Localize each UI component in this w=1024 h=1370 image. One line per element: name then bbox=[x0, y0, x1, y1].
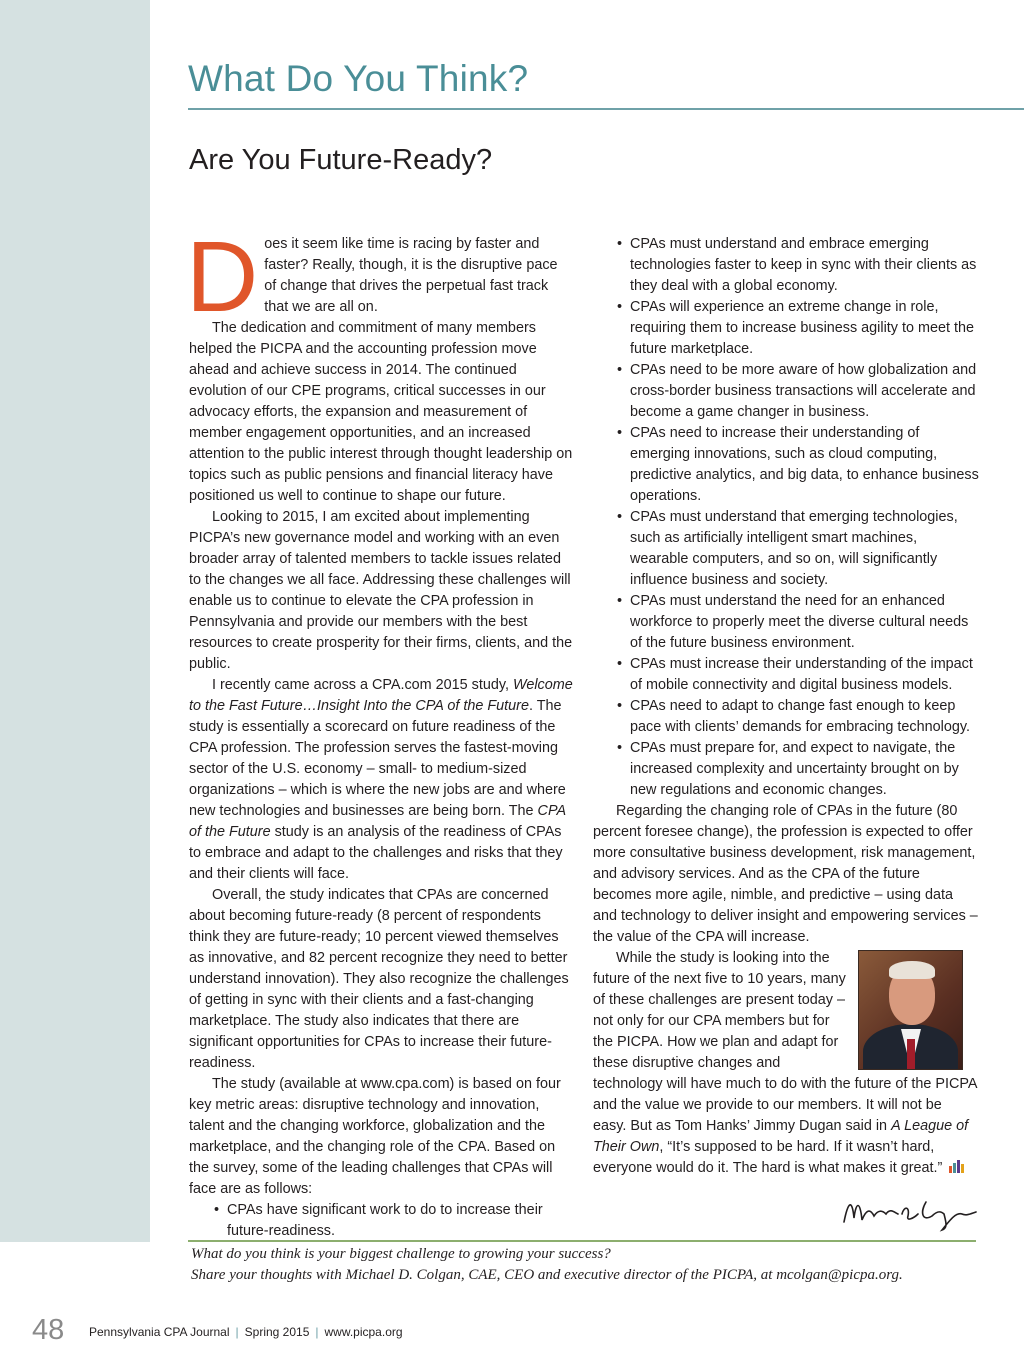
signature bbox=[840, 1192, 980, 1232]
prompt-question: What do you think is your biggest challenge to growing your success? bbox=[191, 1246, 611, 1262]
paragraph bbox=[186, 221, 573, 333]
paragraph bbox=[189, 675, 573, 885]
journal-name: Pennsylvania CPA Journal bbox=[89, 1325, 230, 1339]
author-photo bbox=[858, 950, 963, 1070]
paragraph-text: While the study is looking into the future of the next five to 10 years, many of these challenges are present today – not only for our CPA members but for the PICPA. How we plan and adapt for these disruptive changes and technology will have much to do with the future of the PICPA and the value we provide to our members. It will not be easy. But as Tom Hanks’ Jimmy Dugan said in bbox=[593, 950, 977, 1134]
paragraph: Overall, the study indicates that CPAs are concerned about becoming future-ready (8 percent of respondents think they are future-ready; 10 percent viewed themselves as innovative, and 82 percent recognize they need to better understand innovation). They also recognize the challenges of getting in sync with their clients and a fast-changing marketplace. The study also indicates that there are significant opportunities for CPAs to increase their future-readiness. bbox=[189, 887, 569, 1071]
paragraph-text: . The study is essentially a scorecard on future readiness of the CPA profession. The profession serves the fastest-moving sector of the U.S. economy – small- to medium-sized organizations – which is where the new jobs are and where new technologies and businesses are being born. The bbox=[189, 698, 566, 819]
paragraph: Regarding the changing role of CPAs in the future (80 percent foresee change), the profession is expected to offer more consultative business development, risk management, and advisory services. And as the CPA of the future becomes more agile, nimble, and predictive – using data and technology to deliver insight and empowering services – the value of the CPA will increase. bbox=[593, 803, 978, 945]
prompt-contact: Share your thoughts with Michael D. Colgan, CAE, CEO and executive director of the PICPA, at mcolgan@picpa.org. bbox=[191, 1267, 903, 1283]
paragraph-text: I recently came across a CPA.com 2015 study, bbox=[212, 677, 513, 693]
issue-date: Spring 2015 bbox=[244, 1325, 310, 1339]
paragraph: Looking to 2015, I am excited about implementing PICPA’s new governance model and working with an even broader array of talented members to tackle issues related to the changes we all face. Addressing these challenges will enable us to continue to elevate the CPA profession in Pennsylvania and provide our members with the best resources to create prosperity for their firms, clients, and the public. bbox=[189, 509, 573, 672]
list-item: • CPAs need to adapt to change fast enough to keep pace with clients’ demands for embracing technology. bbox=[615, 696, 979, 738]
section-title: What Do You Think? bbox=[188, 58, 529, 99]
drop-cap: D bbox=[186, 221, 259, 333]
picpa-logo-icon bbox=[948, 1160, 964, 1173]
challenge-list bbox=[212, 1200, 573, 1242]
article-headline: Are You Future-Ready? bbox=[189, 144, 493, 176]
footer-separator: | bbox=[235, 1325, 239, 1339]
list-item: • CPAs have significant work to do to increase their future-readiness. bbox=[212, 1200, 573, 1242]
footer-divider bbox=[188, 1240, 976, 1242]
list-item: • CPAs will experience an extreme change in role, requiring them to increase business agility to meet the future marketplace. bbox=[615, 297, 979, 360]
footer-separator: | bbox=[315, 1325, 319, 1339]
list-item: • CPAs must increase their understanding of the impact of mobile connectivity and digital business models. bbox=[615, 654, 979, 696]
paragraph bbox=[593, 948, 979, 1179]
article-column-left bbox=[186, 221, 573, 1242]
paragraph: The study (available at www.cpa.com) is based on four key metric areas: disruptive technology and innovation, talent and the changing workforce, globalization and the marketplace, and the changing role of the CPA. Based on the survey, some of the leading challenges that CPAs will face are as follows: bbox=[189, 1076, 561, 1197]
challenge-list bbox=[615, 234, 979, 801]
list-item: • CPAs need to increase their understanding of emerging innovations, such as cloud computing, predictive analytics, and big data, to enhance business operations. bbox=[615, 423, 979, 507]
title-divider bbox=[188, 108, 1024, 110]
reader-prompt bbox=[191, 1244, 903, 1286]
running-footer bbox=[89, 1325, 403, 1339]
left-margin-band bbox=[0, 0, 150, 1242]
website: www.picpa.org bbox=[324, 1325, 403, 1339]
paragraph-text: oes it seem like time is racing by faster and faster? Really, though, it is the disruptive pace of change that drives the perpetual fast track that we are all on. bbox=[264, 236, 558, 315]
paragraph-text: , “It’s supposed to be hard. If it wasn’t hard, everyone would do it. The hard is what makes it great.” bbox=[593, 1139, 943, 1176]
page-number: 48 bbox=[32, 1314, 65, 1346]
study-title: Welcome to the Fast Future…Insight Into the CPA of the Future bbox=[189, 677, 573, 714]
film-title: A League of Their Own bbox=[593, 1118, 969, 1155]
article-column-right bbox=[593, 234, 979, 1179]
list-item: • CPAs must understand the need for an enhanced workforce to properly meet the diverse cultural needs of the future business environment. bbox=[615, 591, 979, 654]
paragraph-text: study is an analysis of the readiness of CPAs to embrace and adapt to the challenges and risks that they and their clients will face. bbox=[189, 824, 563, 882]
list-item: • CPAs must prepare for, and expect to navigate, the increased complexity and uncertainty brought on by new regulations and economic changes. bbox=[615, 738, 979, 801]
list-item: • CPAs must understand that emerging technologies, such as artificially intelligent smart machines, wearable computers, and so on, will significantly influence business and society. bbox=[615, 507, 979, 591]
list-item: • CPAs must understand and embrace emerging technologies faster to keep in sync with their clients as they deal with a global economy. bbox=[615, 234, 979, 297]
paragraph: The dedication and commitment of many members helped the PICPA and the accounting profession move ahead and achieve success in 2014. The continued evolution of our CPE programs, critical successes in our advocacy efforts, the expansion and measurement of member engagement opportunities, and an increased attention to the public interest through thought leadership on topics such as public pensions and financial literacy have positioned us well to continue to shape our future. bbox=[189, 320, 573, 504]
list-item: • CPAs need to be more aware of how globalization and cross-border business transactions will accelerate and become a game changer in business. bbox=[615, 360, 979, 423]
study-title: CPA of the Future bbox=[189, 803, 566, 840]
